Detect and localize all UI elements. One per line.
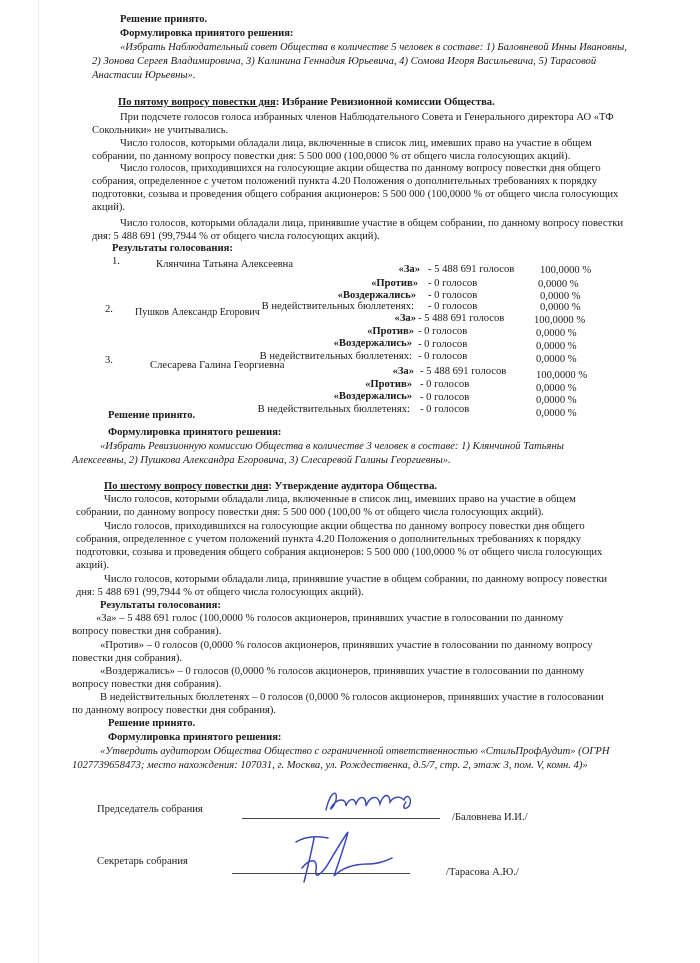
secretary-signature-stroke <box>296 832 392 882</box>
q5-paragraph: собрании, по данному вопросу повестки дня: 5 500 000 (100,0000 % от общего числа голосующих акций). <box>92 151 571 162</box>
decision-heading: Решение принято. <box>108 410 196 421</box>
vote-percent: 100,0000 % <box>534 315 586 326</box>
vote-count: - 5 488 691 голосов <box>420 366 507 377</box>
vote-label: «Против» <box>365 379 412 390</box>
candidate-number: 1. <box>112 256 120 267</box>
q6-paragraph: собрания, определенное с учетом положений пункта 4.20 Положения о дополнительных требованиях к порядку <box>76 534 582 545</box>
formulation-label: Формулировка принятого решения: <box>108 427 282 438</box>
vote-count: - 0 голосов <box>418 351 468 362</box>
q6-paragraph: Число голосов, которыми обладали лица, принявшие участие в общем собрании, по данному вопросу повестки <box>104 574 608 585</box>
result-line: вопросу повестки дня собрания). <box>72 679 222 690</box>
candidate-name: Пушков Александр Егорович <box>135 307 260 318</box>
result-line: вопросу повестки дня собрания). <box>72 626 222 637</box>
decision-heading: Решение принято. <box>108 718 196 729</box>
formulation-text: 2) Зонова Сергея Владимировича, 3) Калинина Геннадия Юрьевича, 4) Сомова Игоря Васильевича, 5) Тарасовой <box>92 56 597 67</box>
q6-paragraph: подготовки, созыва и проведения общего собрания акционеров: 5 500 000 (100,0000 % от общего числа голосующих <box>76 547 603 558</box>
vote-label: «Против» <box>367 326 414 337</box>
vote-label: «Против» <box>371 278 418 289</box>
q5-paragraph: При подсчете голосов голоса избранных членов Наблюдательного Совета и Генерального директора АО «ТФ <box>120 112 614 123</box>
q5-heading: По пятому вопросу повестки дня: Избрание Ревизионной комиссии Общества. <box>118 97 495 108</box>
page-edge-shadow <box>38 0 39 963</box>
formulation-text: «Утвердить аудитором Общества Общество с ограниченной ответственностью «СтильПрофАудит» (ОГРН <box>100 746 610 757</box>
vote-count: - 5 488 691 голосов <box>428 264 515 275</box>
result-line: В недействительных бюллетенях – 0 голосов (0,0000 % голосов акционеров, принявших участие в голосовании <box>100 692 604 703</box>
candidate-number: 3. <box>105 355 113 366</box>
q5-paragraph: дня: 5 488 691 (99,7944 % от общего числа голосующих акций). <box>92 231 380 242</box>
q6-heading: По шестому вопросу повестки дня: Утверждение аудитора Общества. <box>104 481 438 492</box>
vote-percent: 0,0000 % <box>536 328 577 339</box>
candidate-number: 2. <box>105 304 113 315</box>
vote-percent: 0,0000 % <box>540 302 581 313</box>
vote-label: В недействительных бюллетенях: <box>261 301 414 312</box>
vote-percent: 100,0000 % <box>540 265 592 276</box>
vote-count: - 0 голосов <box>420 379 470 390</box>
result-line: «За» – 5 488 691 голос (100,0000 % голосов акционеров, принявших участие в голосовании по данному <box>96 613 564 624</box>
q6-paragraph: дня: 5 488 691 (99,7944 % от общего числа голосующих акций). <box>76 587 364 598</box>
vote-count: - 0 голосов <box>428 301 478 312</box>
formulation-label: Формулировка принятого решения: <box>120 28 294 39</box>
chair-signature <box>320 786 420 822</box>
vote-label: «Воздержались» <box>333 338 412 349</box>
decision-heading: Решение принято. <box>120 14 208 25</box>
vote-percent: 0,0000 % <box>538 279 579 290</box>
q5-paragraph: Сокольники» не учитывались. <box>92 125 229 136</box>
result-line: по данному вопросу повестки дня собрания). <box>72 705 277 716</box>
vote-percent: 0,0000 % <box>536 383 577 394</box>
vote-count: - 5 488 691 голосов <box>418 313 505 324</box>
vote-label: «Воздержались» <box>333 391 412 402</box>
formulation-text: 1027739658473; место нахождения: 107031, г. Москва, ул. Рождественка, д.5/7, стр. 2, этаж 3, пом. V, комн. 4)» <box>72 760 588 771</box>
chair-name: /Баловнева И.И./ <box>452 812 528 823</box>
vote-percent: 0,0000 % <box>536 395 577 406</box>
q5-paragraph: акций). <box>92 202 126 213</box>
result-line: «Против» – 0 голосов (0,0000 % голосов акционеров, принявших участие в голосовании по данному вопросу <box>100 640 593 651</box>
results-label: Результаты голосования: <box>112 243 233 254</box>
results-label: Результаты голосования: <box>100 600 221 611</box>
candidate-name: Клянчина Татьяна Алексеевна <box>156 259 294 270</box>
vote-label: «За» <box>398 264 420 275</box>
q5-paragraph: Число голосов, которыми обладали лица, включенные в список лиц, имевших право на участие в общем <box>120 138 592 149</box>
formulation-text: «Избрать Ревизионную комиссию Общества в количестве 3 человек в составе: 1) Клянчиной Татьяны <box>100 441 564 452</box>
formulation-text: Анастасии Юрьевны». <box>92 70 196 81</box>
q5-paragraph: Число голосов, которыми обладали лица, принявшие участие в общем собрании, по данному вопросу повестки <box>120 218 624 229</box>
vote-percent: 0,0000 % <box>536 408 577 419</box>
vote-percent: 100,0000 % <box>536 370 588 381</box>
vote-count: - 0 голосов <box>420 392 470 403</box>
vote-count: - 0 голосов <box>420 404 470 415</box>
formulation-label: Формулировка принятого решения: <box>108 732 282 743</box>
vote-label: В недействительных бюллетенях: <box>259 351 412 362</box>
q6-paragraph: акций). <box>76 560 110 571</box>
candidate-name: Слесарева Галина Георгиевна <box>150 360 285 371</box>
secretary-name: /Тарасова А.Ю./ <box>446 867 519 878</box>
q6-paragraph: собрании, по данному вопросу повестки дня: 5 500 000 (100,00 % от общего числа голосующих акций). <box>76 507 544 518</box>
vote-percent: 0,0000 % <box>536 354 577 365</box>
vote-percent: 0,0000 % <box>536 341 577 352</box>
result-line: «Воздержались» – 0 голосов (0,0000 % голосов акционеров, принявших участие в голосовании по данному <box>100 666 585 677</box>
q5-paragraph: Число голосов, приходившихся на голосующие акции общества по данному вопросу повестки дня общего <box>120 163 601 174</box>
vote-label: «За» <box>392 366 414 377</box>
vote-count: - 0 голосов <box>428 278 478 289</box>
formulation-text: «Избрать Наблюдательный совет Общества в количестве 5 человек в составе: 1) Баловневой Инны Ивановны, <box>120 42 627 53</box>
chair-label: Председатель собрания <box>97 804 203 815</box>
vote-percent: 0,0000 % <box>540 291 581 302</box>
vote-label: «Воздержались» <box>337 290 416 301</box>
q6-paragraph: Число голосов, которыми обладали лица, включенные в список лиц, имевших право на участие в общем <box>104 494 576 505</box>
chair-signature-stroke <box>326 793 410 810</box>
q6-paragraph: Число голосов, приходившихся на голосующие акции общества по данному вопросу повестки дня общего <box>104 521 585 532</box>
vote-label: «За» <box>394 313 416 324</box>
secretary-label: Секретарь собрания <box>97 856 188 867</box>
vote-count: - 0 голосов <box>418 339 468 350</box>
result-line: повестки дня собрания). <box>72 653 183 664</box>
secretary-signature <box>288 828 398 890</box>
q5-paragraph: подготовки, созыва и проведения общего собрания акционеров: 5 500 000 (100,0000 % от общего числа голосующих <box>92 189 619 200</box>
vote-count: - 0 голосов <box>428 290 478 301</box>
q5-paragraph: собрания, определенное с учетом положений пункта 4.20 Положения о дополнительных требованиях к порядку <box>92 176 598 187</box>
vote-label: В недействительных бюллетенях: <box>257 404 410 415</box>
formulation-text: Алексеевны, 2) Пушкова Александра Егоровича, 3) Слесаревой Галины Георгиевны». <box>72 455 451 466</box>
vote-count: - 0 голосов <box>418 326 468 337</box>
